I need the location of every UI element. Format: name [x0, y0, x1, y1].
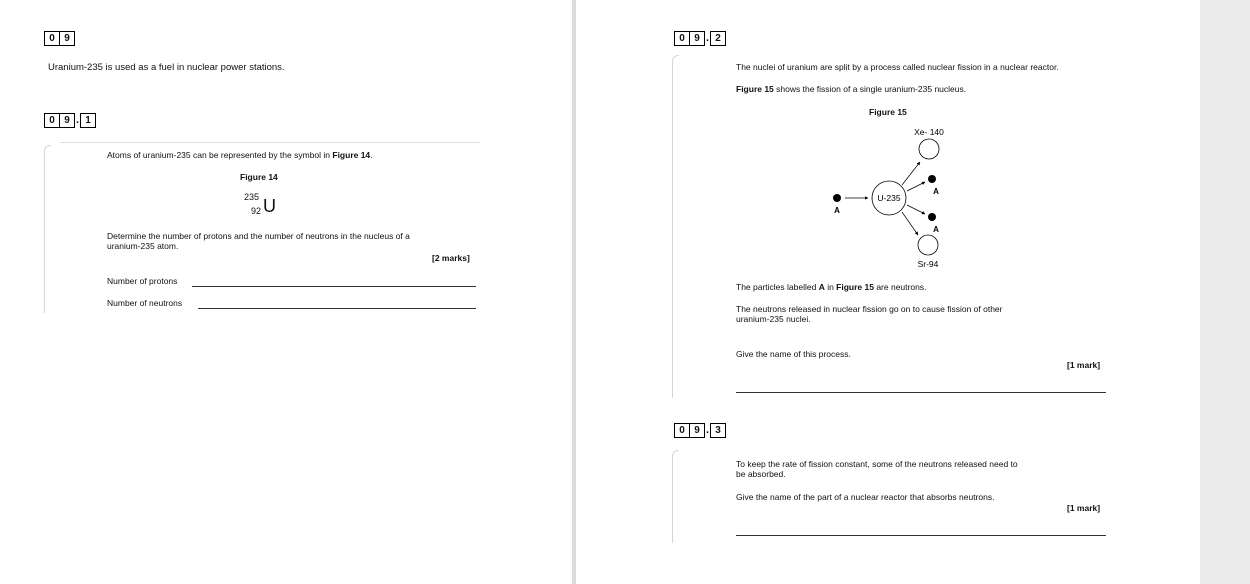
question-number-09-3 — [674, 423, 726, 438]
nuclide-symbol — [244, 192, 284, 220]
released-neutron — [928, 175, 936, 183]
qnum-dot: . — [706, 424, 710, 436]
figure-14-title: Figure 14 — [240, 172, 278, 182]
sr-label: Sr-94 — [917, 259, 939, 269]
released-neutron — [928, 213, 936, 221]
marks-badge: [2 marks] — [432, 253, 470, 263]
qnum-digit: 3 — [710, 423, 726, 438]
exam-page-left — [0, 0, 572, 584]
question-09-2-text-line4a: The neutrons released in nuclear fission go on to cause fission of other — [736, 304, 1003, 314]
question-09-1-prompt-line2: uranium-235 atom. — [107, 241, 179, 251]
xe-nucleus — [919, 139, 939, 159]
qnum-digit: 2 — [710, 31, 726, 46]
neutrons-label: Number of neutrons — [107, 298, 183, 308]
margin-corner — [44, 145, 51, 160]
question-09-intro: Uranium-235 is used as a fuel in nuclear power stations. — [48, 62, 285, 73]
fission-diagram — [816, 124, 966, 274]
qnum-dot: . — [706, 32, 710, 44]
question-number-09-2 — [674, 31, 726, 46]
margin-line — [672, 463, 673, 543]
question-09-3-text-line2: be absorbed. — [736, 469, 786, 479]
qnum-digit: 9 — [690, 423, 705, 438]
question-09-2-text-line4b: uranium-235 nuclei. — [736, 314, 811, 324]
arrow — [902, 212, 918, 235]
marks-badge: [1 mark] — [1067, 503, 1101, 513]
margin-corner — [672, 55, 679, 70]
question-09-2-text-line1: The nuclei of uranium are split by a process called nuclear fission in a nuclear reactor. — [736, 62, 1059, 72]
element-symbol: U — [263, 196, 276, 216]
figure-15-title: Figure 15 — [869, 107, 907, 117]
neutron-label: A — [933, 187, 939, 196]
qnum-dot: . — [76, 114, 80, 126]
neutrons-answer-line[interactable] — [198, 308, 476, 309]
marks-badge: [1 mark] — [1067, 360, 1101, 370]
question-09-1-text: Atoms of uranium-235 can be represented by the symbol in Figure 14. — [107, 150, 373, 160]
margin-line — [44, 158, 45, 313]
protons-label: Number of protons — [107, 276, 178, 286]
margin-corner — [672, 450, 679, 465]
neutron-label: A — [933, 225, 939, 234]
protons-answer-line[interactable] — [192, 286, 476, 287]
sr-nucleus — [918, 235, 938, 255]
margin-line — [672, 68, 673, 398]
question-09-3-text-line1: To keep the rate of fission constant, some of the neutrons released need to — [736, 459, 1018, 469]
question-number-09-1 — [44, 113, 96, 128]
qnum-digit: 0 — [674, 423, 690, 438]
question-09-2-prompt: Give the name of this process. — [736, 349, 851, 359]
viewer-gutter — [1200, 0, 1250, 584]
question-09-2-text-line3: The particles labelled A in Figure 15 are neutrons. — [736, 282, 927, 292]
atomic-number: 92 — [251, 206, 262, 216]
mass-number: 235 — [244, 192, 260, 202]
exam-page-right — [576, 0, 1200, 584]
question-09-3-prompt: Give the name of the part of a nuclear reactor that absorbs neutrons. — [736, 492, 995, 502]
qnum-digit: 9 — [60, 31, 75, 46]
question-09-1-prompt-line1: Determine the number of protons and the number of neutrons in the nucleus of a — [107, 231, 410, 241]
question-number-09 — [44, 31, 75, 46]
qnum-digit: 9 — [60, 113, 75, 128]
arrow — [907, 182, 925, 191]
answer-area-rule — [60, 142, 480, 143]
arrow — [902, 162, 920, 185]
incoming-neutron — [833, 194, 841, 202]
u-label: U-235 — [877, 193, 901, 203]
question-09-2-text-line2: Figure 15 shows the fission of a single uranium-235 nucleus. — [736, 84, 967, 94]
q092-answer-line[interactable] — [736, 392, 1106, 393]
neutron-label: A — [834, 206, 840, 215]
qnum-digit: 0 — [674, 31, 690, 46]
qnum-digit: 0 — [44, 113, 60, 128]
qnum-digit: 0 — [44, 31, 60, 46]
xe-label: Xe- 140 — [914, 127, 944, 137]
qnum-digit: 9 — [690, 31, 705, 46]
qnum-digit: 1 — [80, 113, 96, 128]
arrow — [907, 205, 925, 214]
q093-answer-line[interactable] — [736, 535, 1106, 536]
